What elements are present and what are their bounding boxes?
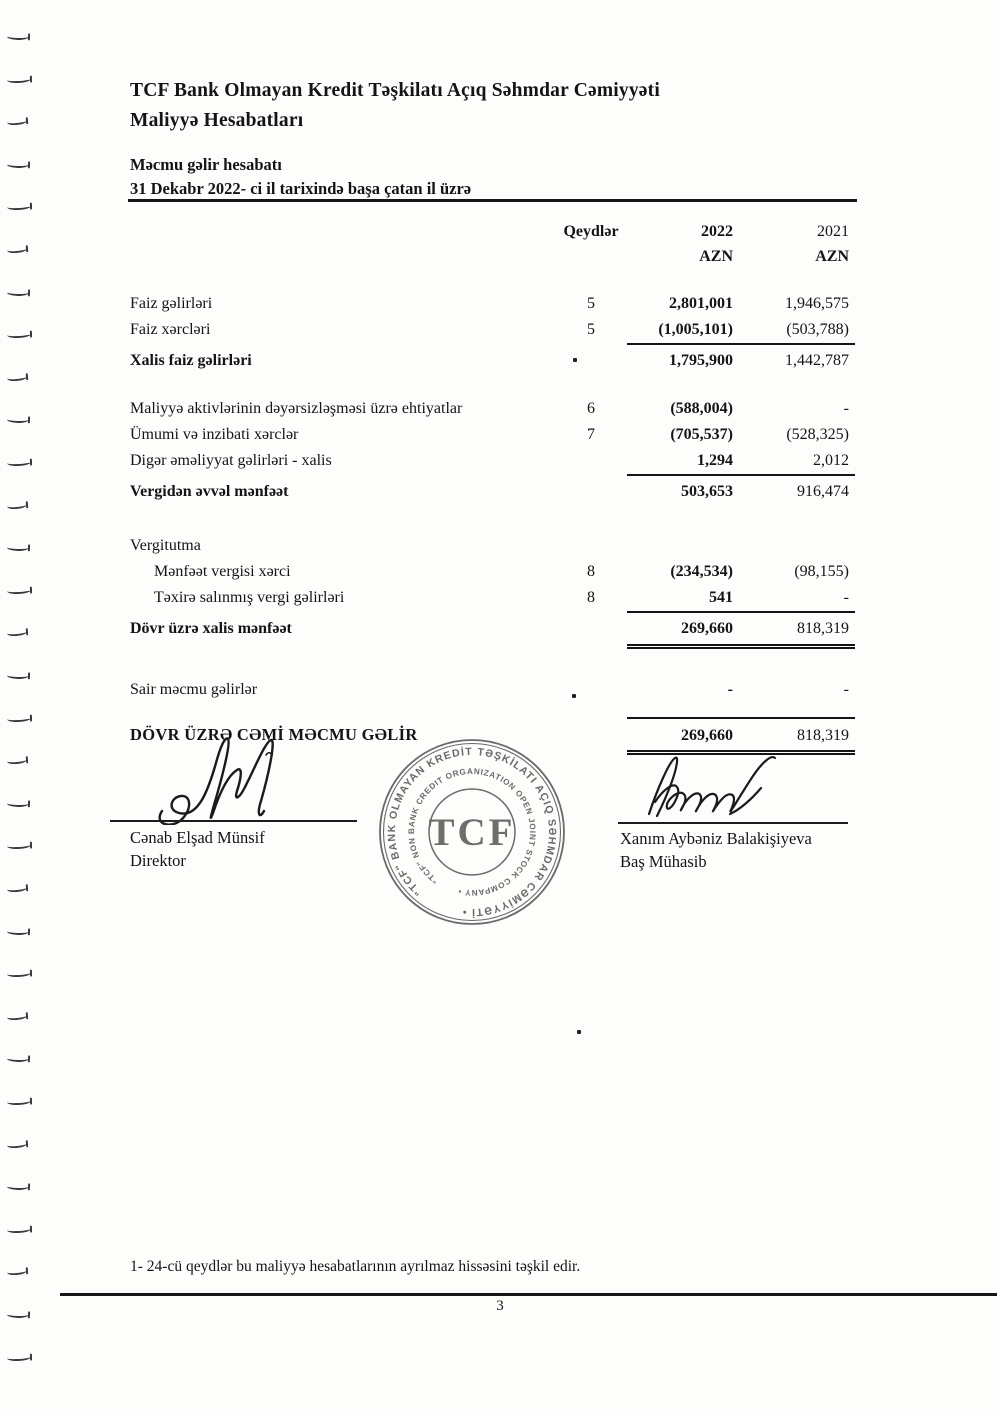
table-row: Faiz gəlirləri 5 2,801,001 1,946,575 bbox=[130, 295, 849, 312]
subtotal-rule bbox=[627, 474, 855, 476]
table-row: Təxirə salınmış vergi gəlirləri 8 541 - bbox=[154, 589, 849, 606]
binding-mark bbox=[7, 842, 31, 850]
chief-accountant-signature-line bbox=[618, 822, 848, 824]
page-number: 3 bbox=[496, 1298, 504, 1314]
currency-label-2022: AZN bbox=[699, 248, 733, 265]
binding-mark bbox=[7, 245, 27, 253]
binding-mark bbox=[7, 160, 29, 168]
binding-mark bbox=[7, 288, 29, 296]
table-row: Ümumi və inzibati xərclər 7 (705,537) (528,325) bbox=[130, 426, 849, 443]
col-header-notes: Qeydlər bbox=[563, 223, 619, 240]
binding-mark bbox=[7, 1140, 27, 1148]
col-header-2021: 2021 bbox=[817, 223, 849, 240]
table-row-grand-total: DÖVR ÜZRƏ CƏMİ MƏCMU GƏLİR 269,660 818,319 bbox=[130, 725, 849, 744]
table-row: Mənfəət vergisi xərci 8 (234,534) (98,155) bbox=[154, 563, 849, 580]
table-row: Digər əməliyyat gəlirləri - xalis 1,294 2,012 bbox=[130, 452, 849, 469]
chief-accountant-name-block bbox=[620, 827, 812, 873]
header-rule bbox=[128, 199, 857, 202]
binding-mark bbox=[7, 586, 31, 594]
scan-artifact-dot bbox=[573, 358, 577, 362]
grand-total-top-rule bbox=[627, 717, 855, 719]
binding-mark bbox=[7, 1183, 29, 1191]
binding-mark bbox=[7, 799, 29, 807]
director-signature bbox=[150, 733, 380, 825]
binding-mark bbox=[7, 75, 31, 83]
scan-artifact-dot bbox=[572, 694, 576, 698]
footnote: 1- 24-cü qeydlər bu maliyyə hesabatlarının ayrılmaz hissəsini təşkil edir. bbox=[130, 1258, 581, 1275]
table-row: Faiz xərcləri 5 (1,005,101) (503,788) bbox=[130, 321, 849, 338]
director-signature-line bbox=[110, 820, 357, 822]
binding-mark bbox=[7, 927, 29, 935]
binding-mark bbox=[7, 884, 27, 892]
chief-accountant-role: Baş Mühasib bbox=[620, 852, 707, 872]
binding-mark bbox=[7, 1012, 27, 1020]
table-header-row bbox=[130, 219, 855, 244]
col-header-2022: 2022 bbox=[701, 223, 733, 240]
subtotal-rule bbox=[627, 343, 855, 345]
binding-mark bbox=[7, 544, 29, 552]
table-row: Maliyyə aktivlərinin dəyərsizləşməsi üzrə ehtiyatlar 6 (588,004) - bbox=[130, 400, 849, 417]
binding-mark bbox=[7, 33, 29, 41]
binding-mark bbox=[7, 1225, 31, 1233]
income-statement-table bbox=[130, 219, 855, 757]
binding-mark bbox=[7, 1268, 27, 1276]
director-name-block bbox=[130, 826, 265, 872]
binding-mark bbox=[7, 416, 29, 424]
binding-mark bbox=[7, 756, 27, 764]
binding-mark bbox=[7, 203, 31, 211]
director-role: Direktor bbox=[130, 851, 186, 871]
table-section-row: Vergitutma bbox=[130, 537, 201, 554]
binding-mark bbox=[7, 117, 27, 125]
binding-mark bbox=[7, 1055, 29, 1063]
binding-mark bbox=[7, 714, 31, 722]
report-title: Maliyyə Hesabatları bbox=[130, 110, 304, 132]
table-row: Sair məcmu gəlirlər - - bbox=[130, 681, 849, 698]
footer-rule bbox=[60, 1293, 997, 1296]
binding-mark bbox=[7, 970, 31, 978]
table-row-subtotal: Vergidən əvvəl mənfəət 503,653 916,474 bbox=[130, 483, 849, 500]
table-currency-row bbox=[130, 244, 855, 269]
binding-mark bbox=[7, 1098, 31, 1106]
company-name: TCF Bank Olmayan Kredit Təşkilatı Açıq Səhmdar Cəmiyyəti bbox=[130, 80, 660, 101]
table-row-total: Dövr üzrə xalis mənfəət 269,660 818,319 bbox=[130, 620, 849, 637]
binding-mark bbox=[7, 459, 31, 467]
chief-accountant-signature bbox=[635, 750, 855, 822]
statement-title-block bbox=[130, 153, 870, 201]
binding-mark bbox=[7, 629, 27, 637]
stamp-outer-ring-text: "TCF" BANK OLMAYAN KREDİT TƏŞKİLATI AÇIQ SƏHMDAR CƏMİYYƏTİ • bbox=[385, 745, 559, 919]
binding-mark bbox=[7, 331, 31, 339]
company-title-block bbox=[130, 76, 870, 136]
stamp-center-monogram: TCF bbox=[428, 811, 516, 854]
scan-artifact-dot bbox=[577, 1030, 581, 1034]
total-double-rule bbox=[627, 644, 855, 649]
binding-mark bbox=[7, 501, 27, 509]
binding-mark bbox=[7, 672, 29, 680]
company-stamp bbox=[377, 736, 567, 928]
stamp-inner-ring-text: "TCF" NON BANK CREDIT ORGANIZATION OPEN JOINT STOCK COMPANY • bbox=[406, 766, 538, 898]
subtotal-rule bbox=[627, 611, 855, 613]
table-row-subtotal: Xalis faiz gəlirləri 1,795,900 1,442,787 bbox=[130, 352, 849, 369]
chief-accountant-name: Xanım Aybəniz Balakişiyeva bbox=[620, 829, 812, 848]
director-name: Cənab Elşad Münsif bbox=[130, 828, 265, 847]
statement-name: Məcmu gəlir hesabatı bbox=[130, 155, 282, 174]
binding-mark bbox=[7, 1353, 31, 1361]
currency-label-2021: AZN bbox=[815, 248, 849, 265]
statement-period: 31 Dekabr 2022- ci il tarixində başa çatan il üzrə bbox=[130, 178, 472, 198]
binding-mark bbox=[7, 373, 27, 381]
